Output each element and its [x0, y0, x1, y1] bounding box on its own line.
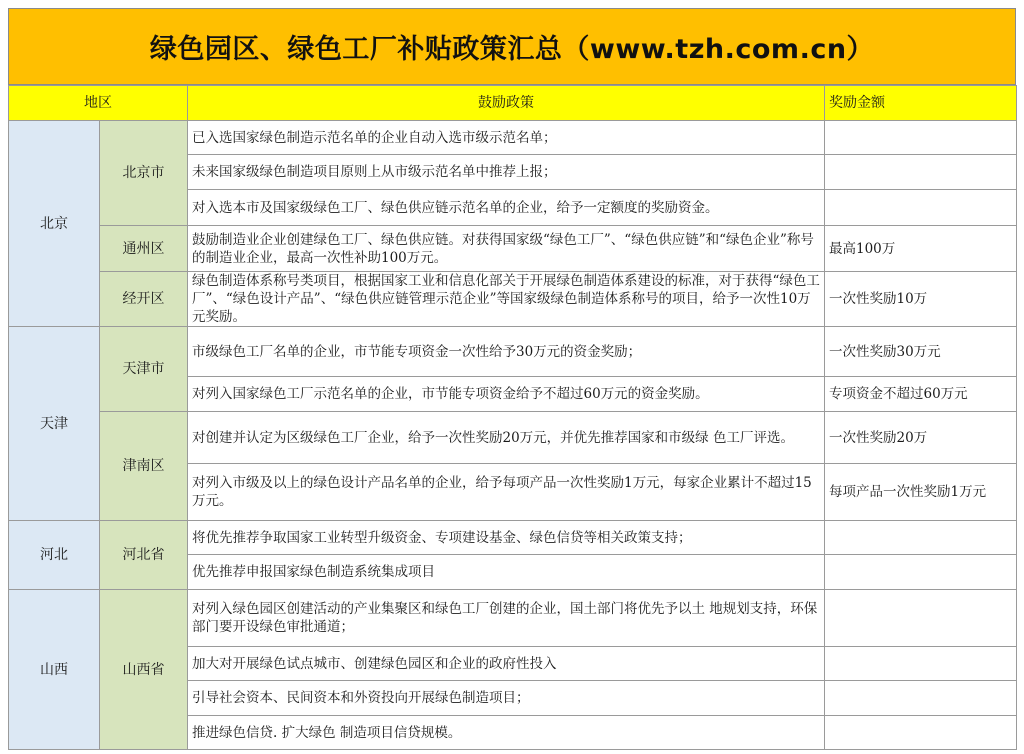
header-region[interactable]: 地区 — [9, 86, 188, 121]
city-cell[interactable]: 经开区 — [100, 272, 188, 327]
policy-cell[interactable]: 对创建并认定为区级绿色工厂企业，给予一次性奖励20万元，并优先推荐国家和市级绿 色工厂评选。 — [188, 412, 825, 464]
policy-table — [8, 85, 1017, 750]
policy-cell[interactable]: 绿色制造体系称号类项目，根据国家工业和信息化部关于开展绿色制造体系建设的标准，对于获得“绿色工厂”、“绿色设计产品”、“绿色供应链管理示范企业”等国家级绿色制造体系称号的项目，给予一次性10万元奖励。 — [188, 272, 825, 327]
policy-cell[interactable]: 市级绿色工厂名单的企业，市节能专项资金一次性给予30万元的资金奖励； — [188, 327, 825, 377]
table-row — [9, 121, 1017, 155]
policy-cell[interactable]: 引导社会资本、民间资本和外资投向开展绿色制造项目； — [188, 681, 825, 716]
amount-cell[interactable] — [825, 155, 1017, 190]
amount-cell[interactable]: 一次性奖励10万 — [825, 272, 1017, 327]
policy-cell[interactable]: 对列入国家绿色工厂示范名单的企业，市节能专项资金给予不超过60万元的资金奖励。 — [188, 377, 825, 412]
policy-cell[interactable]: 将优先推荐争取国家工业转型升级资金、专项建设基金、绿色信贷等相关政策支持； — [188, 521, 825, 555]
amount-cell[interactable] — [825, 121, 1017, 155]
sheet-title: 绿色园区、绿色工厂补贴政策汇总（www.tzh.com.cn） — [8, 8, 1016, 85]
policy-cell[interactable]: 对列入绿色园区创建活动的产业集聚区和绿色工厂创建的企业，国土部门将优先予以土 地规划支持，环保部门要开设绿色审批通道； — [188, 590, 825, 647]
table-row — [9, 226, 1017, 272]
table-row — [9, 412, 1017, 464]
amount-cell[interactable] — [825, 590, 1017, 647]
city-cell[interactable]: 山西省 — [100, 590, 188, 750]
policy-cell[interactable]: 推进绿色信贷. 扩大绿色 制造项目信贷规模。 — [188, 716, 825, 750]
policy-cell[interactable]: 鼓励制造业企业创建绿色工厂、绿色供应链。对获得国家级“绿色工厂”、“绿色供应链”和“绿色企业”称号的制造业企业，最高一次性补助100万元。 — [188, 226, 825, 272]
city-cell[interactable]: 天津市 — [100, 327, 188, 412]
city-cell[interactable]: 北京市 — [100, 121, 188, 226]
amount-cell[interactable] — [825, 521, 1017, 555]
province-cell[interactable]: 北京 — [9, 121, 100, 327]
header-row — [9, 86, 1017, 121]
policy-cell[interactable]: 对列入市级及以上的绿色设计产品名单的企业，给予每项产品一次性奖励1万元，每家企业累计不超过15万元。 — [188, 464, 825, 521]
amount-cell[interactable] — [825, 647, 1017, 681]
amount-cell[interactable]: 最高100万 — [825, 226, 1017, 272]
amount-cell[interactable]: 一次性奖励20万 — [825, 412, 1017, 464]
province-cell[interactable]: 山西 — [9, 590, 100, 750]
table-row — [9, 590, 1017, 647]
city-cell[interactable]: 通州区 — [100, 226, 188, 272]
amount-cell[interactable] — [825, 681, 1017, 716]
header-amount[interactable]: 奖励金额 — [825, 86, 1017, 121]
table-row — [9, 272, 1017, 327]
policy-cell[interactable]: 加大对开展绿色试点城市、创建绿色园区和企业的政府性投入 — [188, 647, 825, 681]
amount-cell[interactable]: 一次性奖励30万元 — [825, 327, 1017, 377]
amount-cell[interactable] — [825, 190, 1017, 226]
policy-cell[interactable]: 优先推荐申报国家绿色制造系统集成项目 — [188, 555, 825, 590]
table-row — [9, 327, 1017, 377]
province-cell[interactable]: 河北 — [9, 521, 100, 590]
table-row — [9, 521, 1017, 555]
header-policy[interactable]: 鼓励政策 — [188, 86, 825, 121]
province-cell[interactable]: 天津 — [9, 327, 100, 521]
amount-cell[interactable]: 每项产品一次性奖励1万元 — [825, 464, 1017, 521]
amount-cell[interactable] — [825, 716, 1017, 750]
city-cell[interactable]: 津南区 — [100, 412, 188, 521]
policy-cell[interactable]: 对入选本市及国家级绿色工厂、绿色供应链示范名单的企业，给予一定额度的奖励资金。 — [188, 190, 825, 226]
amount-cell[interactable] — [825, 555, 1017, 590]
policy-cell[interactable]: 已入选国家绿色制造示范名单的企业自动入选市级示范名单； — [188, 121, 825, 155]
amount-cell[interactable]: 专项资金不超过60万元 — [825, 377, 1017, 412]
policy-cell[interactable]: 未来国家级绿色制造项目原则上从市级示范名单中推荐上报； — [188, 155, 825, 190]
city-cell[interactable]: 河北省 — [100, 521, 188, 590]
